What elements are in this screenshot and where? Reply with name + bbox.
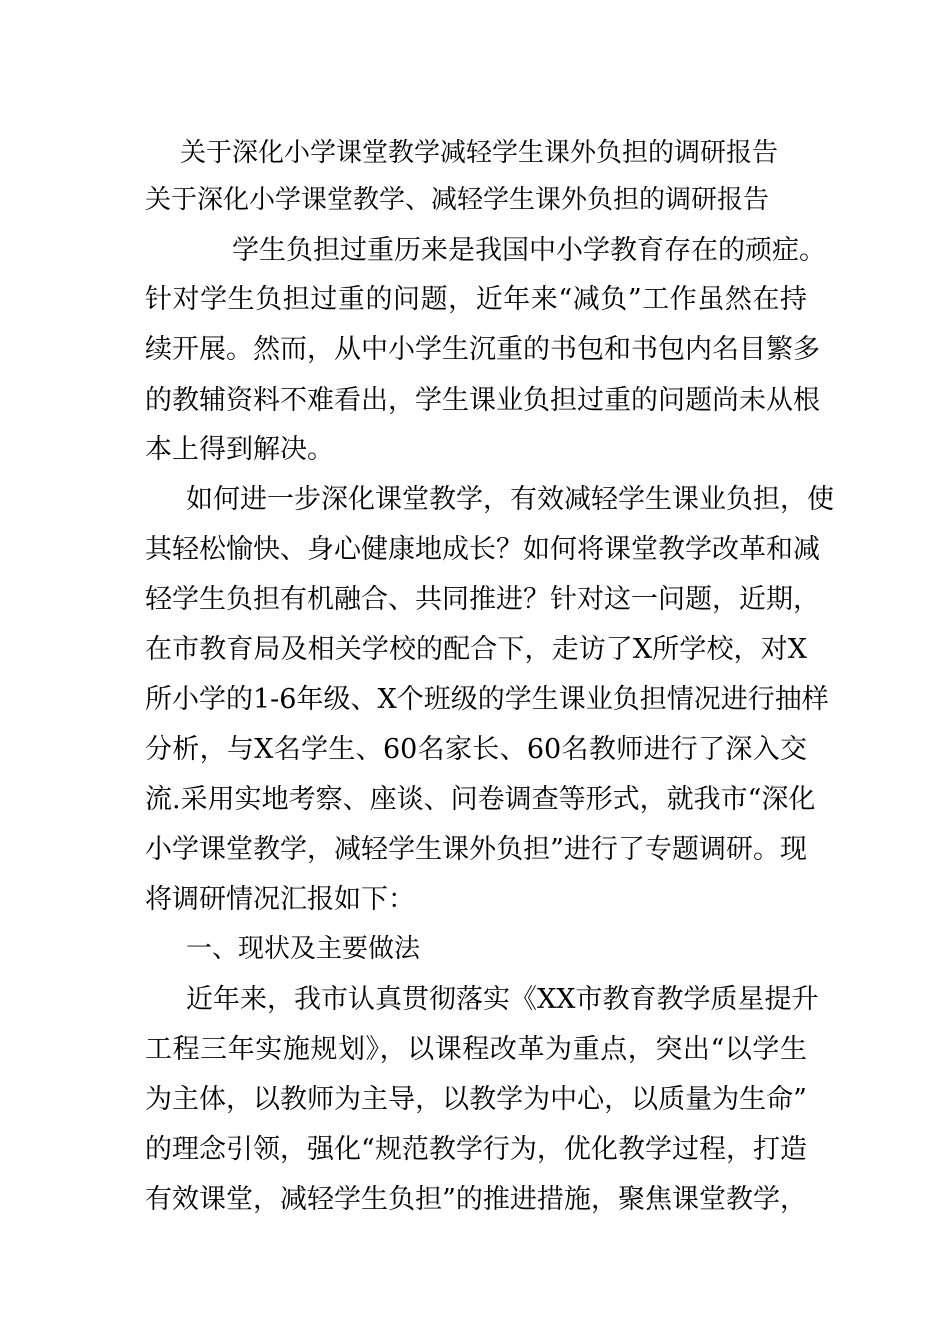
- section-heading: 一、现状及主要做法: [186, 934, 421, 964]
- paragraph-2-line: 分析，与X名学生、60名家长、60名教师进行了深入交: [145, 734, 807, 765]
- paragraph-2-line: 轻学生负担有机融合、共同推进？针对这一问题，近期，: [145, 584, 820, 615]
- paragraph-2-line: 流.采用实地考察、座谈、问卷调查等形式，就我市“深化: [145, 784, 816, 815]
- paragraph-1-line: 针对学生负担过重的问题，近年来“减负”工作虽然在持: [145, 284, 807, 315]
- document-title-line-1: 关于深化小学课堂教学减轻学生课外负担的调研报告: [180, 138, 779, 168]
- paragraph-1-line: 续开展。然而，从中小学生沉重的书包和书包内名目繁多: [145, 334, 820, 365]
- paragraph-2-line: 在市教育局及相关学校的配合下，走访了X所学校，对X: [145, 634, 807, 665]
- paragraph-2-line: 小学课堂教学，减轻学生课外负担”进行了专题调研。现: [145, 834, 807, 865]
- paragraph-3-line: 工程三年实施规划》，以课程改革为重点，突出“以学生: [145, 1034, 807, 1065]
- paragraph-1-line: 学生负担过重历来是我国中小学教育存在的顽症。: [232, 235, 826, 266]
- paragraph-2-line: 将调研情况汇报如下：: [145, 884, 415, 915]
- document-title-line-2: 关于深化小学课堂教学、减轻学生课外负担的调研报告: [145, 185, 770, 215]
- paragraph-1-line: 的教辅资料不难看出，学生课业负担过重的问题尚未从根: [145, 385, 820, 416]
- paragraph-3-line: 为主体，以教师为主导，以教学为中心，以质量为生命”: [145, 1084, 807, 1115]
- paragraph-2-line: 其轻松愉快、身心健康地成长？如何将课堂教学改革和减: [145, 534, 820, 565]
- paragraph-3-line: 近年来，我市认真贯彻落实《XX市教育教学质星提升: [186, 984, 819, 1015]
- paragraph-3-line: 的理念引领，强化“规范教学行为，优化教学过程，打造: [145, 1134, 807, 1165]
- paragraph-3-line: 有效课堂，减轻学生负担”的推进措施，聚焦课堂教学，: [145, 1184, 807, 1215]
- paragraph-2-line: 所小学的1-6年级、X个班级的学生课业负担情况进行抽样: [145, 684, 829, 715]
- paragraph-2-line: 如何进一步深化课堂教学，有效减轻学生课业负担，使: [186, 484, 834, 515]
- paragraph-1-line: 本上得到解决。: [145, 434, 334, 465]
